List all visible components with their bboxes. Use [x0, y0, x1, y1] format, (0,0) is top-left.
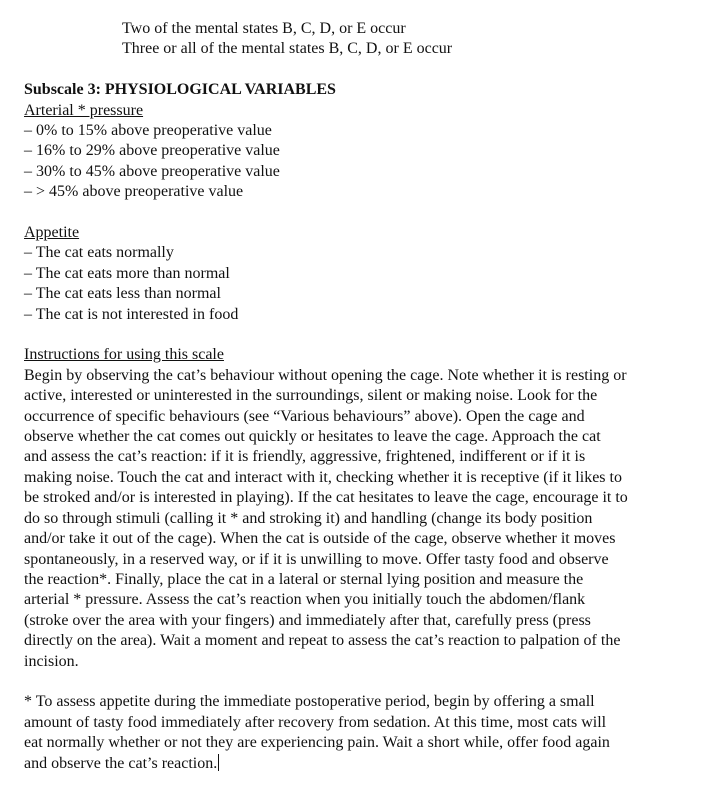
spacer	[24, 325, 704, 345]
paragraph-line: and assess the cat’s reaction: if it is friendly, aggressive, frightened, indifferent or if it is	[24, 448, 586, 466]
footnote-last-line	[24, 754, 696, 774]
footnote-line: eat normally whether or not they are experiencing pain. Wait a short while, offer food again	[24, 734, 610, 752]
footnote-line: amount of tasty food immediately after recovery from sedation. At this time, most cats will	[24, 713, 607, 731]
paragraph-line: directly on the area). Wait a moment and repeat to assess the cat’s reaction to palpation of the	[24, 632, 621, 650]
paragraph-line: do so through stimuli (calling it * and stroking it) and handling (change its body position	[24, 509, 593, 527]
arterial-pressure-title: Arterial * pressure	[24, 101, 144, 119]
appetite-item: – The cat eats normally	[24, 244, 174, 262]
paragraph-line: be stroked and/or is interested in playing). If the cat hesitates to leave the cage, encourage it to	[24, 489, 628, 507]
paragraph-line: occurrence of specific behaviours (see “Various behaviours” above). Open the cage and	[24, 407, 585, 425]
paragraph-line: making noise. Touch the cat and interact with it, checking whether it is receptive (if it likes to	[24, 468, 622, 486]
arterial-item: – 30% to 45% above preoperative value	[24, 162, 280, 180]
mental-state-line-2: Three or all of the mental states B, C, D, or E occur	[122, 40, 453, 58]
footnote-line: * To assess appetite during the immediate postoperative period, begin by offering a small	[24, 693, 595, 711]
arterial-item: – > 45% above preoperative value	[24, 183, 244, 201]
paragraph-line: observe whether the cat comes out quickly or hesitates to leave the cage. Approach the cat	[24, 428, 601, 446]
mental-state-line-1: Two of the mental states B, C, D, or E occur	[122, 20, 406, 37]
paragraph-line: active, interested or uninterested in the surroundings, silent or making noise. Look for the	[24, 387, 598, 405]
paragraph-line: and/or take it out of the cage). When the cat is outside of the cage, observe whether it moves	[24, 530, 616, 548]
arterial-item: – 16% to 29% above preoperative value	[24, 142, 280, 160]
paragraph-line: incision.	[24, 652, 79, 670]
paragraph-line: (stroke over the area with your fingers) and immediately after that, carefully press (press	[24, 611, 591, 629]
spacer	[24, 60, 704, 80]
appetite-item: – The cat is not interested in food	[24, 305, 239, 323]
paragraph-line: Begin by observing the cat’s behaviour without opening the cage. Note whether it is resting or	[24, 366, 627, 384]
instructions-title: Instructions for using this scale	[24, 346, 224, 364]
subscale-3-heading: Subscale 3: PHYSIOLOGICAL VARIABLES	[24, 81, 336, 99]
arterial-item: – 0% to 15% above preoperative value	[24, 122, 272, 140]
paragraph-line: spontaneously, in a reserved way, or if it is unwilling to move. Offer tasty food and observe	[24, 550, 609, 568]
instructions-paragraph	[24, 366, 696, 672]
appetite-title: Appetite	[24, 224, 80, 242]
spacer	[24, 672, 704, 692]
paragraph-line: arterial * pressure. Assess the cat’s reaction when you initially touch the abdomen/flank	[24, 591, 586, 609]
footnote-paragraph[interactable]	[24, 692, 696, 774]
document-body	[24, 19, 704, 774]
spacer	[24, 203, 704, 223]
appetite-item: – The cat eats more than normal	[24, 264, 230, 282]
text-cursor	[218, 754, 219, 771]
paragraph-line: the reaction*. Finally, place the cat in a lateral or sternal lying position and measure the	[24, 570, 584, 588]
footnote-line-text: and observe the cat’s reaction.	[24, 754, 218, 772]
appetite-item: – The cat eats less than normal	[24, 285, 221, 303]
